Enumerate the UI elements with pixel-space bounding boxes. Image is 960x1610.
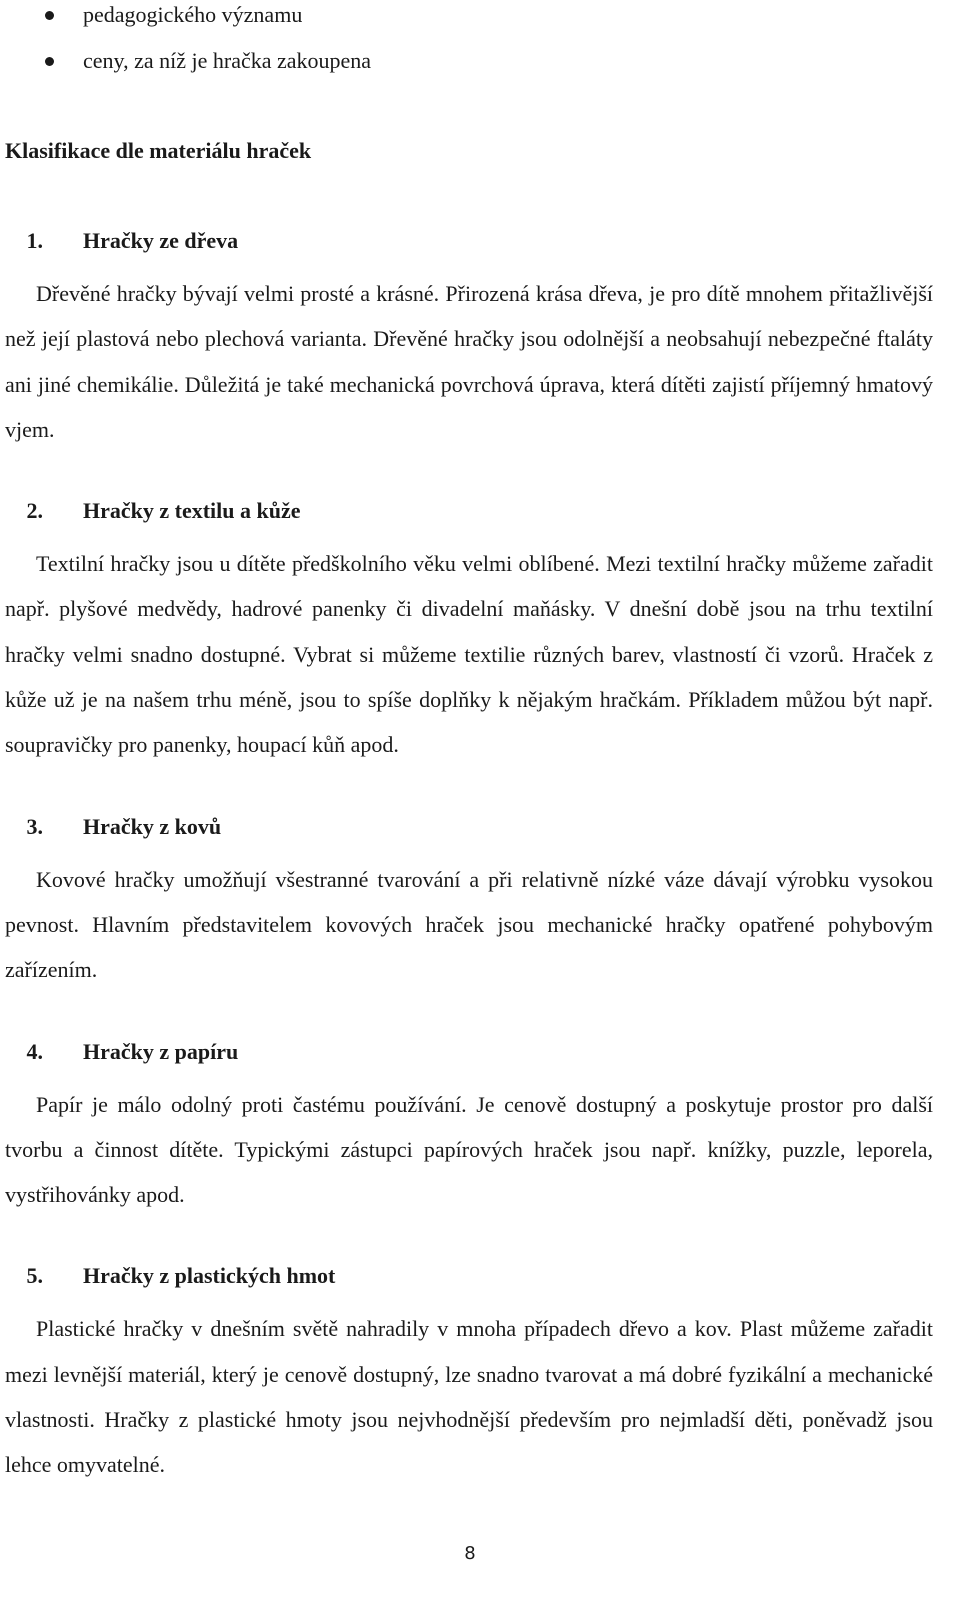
section-textile — [5, 496, 933, 767]
section-paragraph: Dřevěné hračky bývají velmi prosté a krásné. Přirozená krása dřeva, je pro dítě mnohem přitažlivější než její plastová nebo plechová varianta. Dřevěné hračky jsou odolnější a neobsahují nebezpečné ftaláty ani jiné chemikálie. Důležitá je také mechanická povrchová úprava, která dítěti zajistí příjemný hmatový vjem. — [5, 281, 933, 442]
section-title: Hračky z papíru — [83, 1038, 239, 1064]
section-paragraph: Papír je málo odolný proti častému používání. Je cenově dostupný a poskytuje prostor pro další tvorbu a činnost dítěte. Typickými zástupci papírových hraček jsou např. knížky, puzzle, leporela, vystřihovánky apod. — [5, 1091, 933, 1208]
page-number: 8 — [464, 1543, 476, 1564]
document-page — [5, 0, 933, 1488]
section-metal — [5, 812, 933, 993]
bullet-item: pedagogického významu — [5, 0, 933, 46]
section-heading — [5, 226, 933, 271]
section-title: Hračky z plastických hmot — [83, 1263, 336, 1289]
section-title: Hračky z kovů — [83, 813, 222, 839]
section-paragraph: Textilní hračky jsou u dítěte předškolního věku velmi oblíbené. Mezi textilní hračky můžeme zařadit např. plyšové medvědy, hadrové panenky či divadelní maňásky. V dnešní době jsou na trhu textilní hračky velmi snadno dostupné. Vybrat si můžeme textilie různých barev, vlastností či vzorů. Hraček z kůže už je na našem trhu méně, jsou to spíše doplňky k nějakým hračkám. Příkladem můžou být např. soupravičky pro panenky, houpací kůň apod. — [5, 551, 933, 758]
section-title: Hračky z textilu a kůže — [83, 498, 301, 524]
bullet-item: ceny, za níž je hračka zakoupena — [5, 46, 933, 92]
section-paper — [5, 1037, 933, 1218]
section-heading — [5, 496, 933, 541]
section-paragraph: Kovové hračky umožňují všestranné tvarování a při relativně nízké váze dávají výrobku vysokou pevnost. Hlavním představitelem kovových hraček jsou mechanické hračky opatřené pohybovým zařízením. — [5, 866, 933, 983]
classification-heading: Klasifikace dle materiálu hraček — [5, 138, 312, 163]
section-heading — [5, 812, 933, 857]
section-number: 2. — [26, 498, 43, 524]
section-wood — [5, 226, 933, 452]
section-number: 5. — [26, 1263, 43, 1289]
section-heading — [5, 1037, 933, 1082]
section-number: 3. — [26, 813, 43, 839]
section-number: 1. — [26, 228, 43, 253]
section-plastic — [5, 1261, 933, 1487]
section-title: Hračky ze dřeva — [83, 228, 239, 253]
section-heading — [5, 1261, 933, 1306]
section-paragraph: Plastické hračky v dnešním světě nahradily v mnoha případech dřevo a kov. Plast můžeme zařadit mezi levnější materiál, který je cenově dostupný, lze snadno tvarovat a má dobré fyzikální a mechanické vlastnosti. Hračky z plastické hmoty jsou nejvhodnější především pro nejmladší děti, poněvadž jsou lehce omyvatelné. — [5, 1316, 933, 1478]
section-number: 4. — [26, 1038, 43, 1064]
bullet-list — [5, 0, 933, 92]
